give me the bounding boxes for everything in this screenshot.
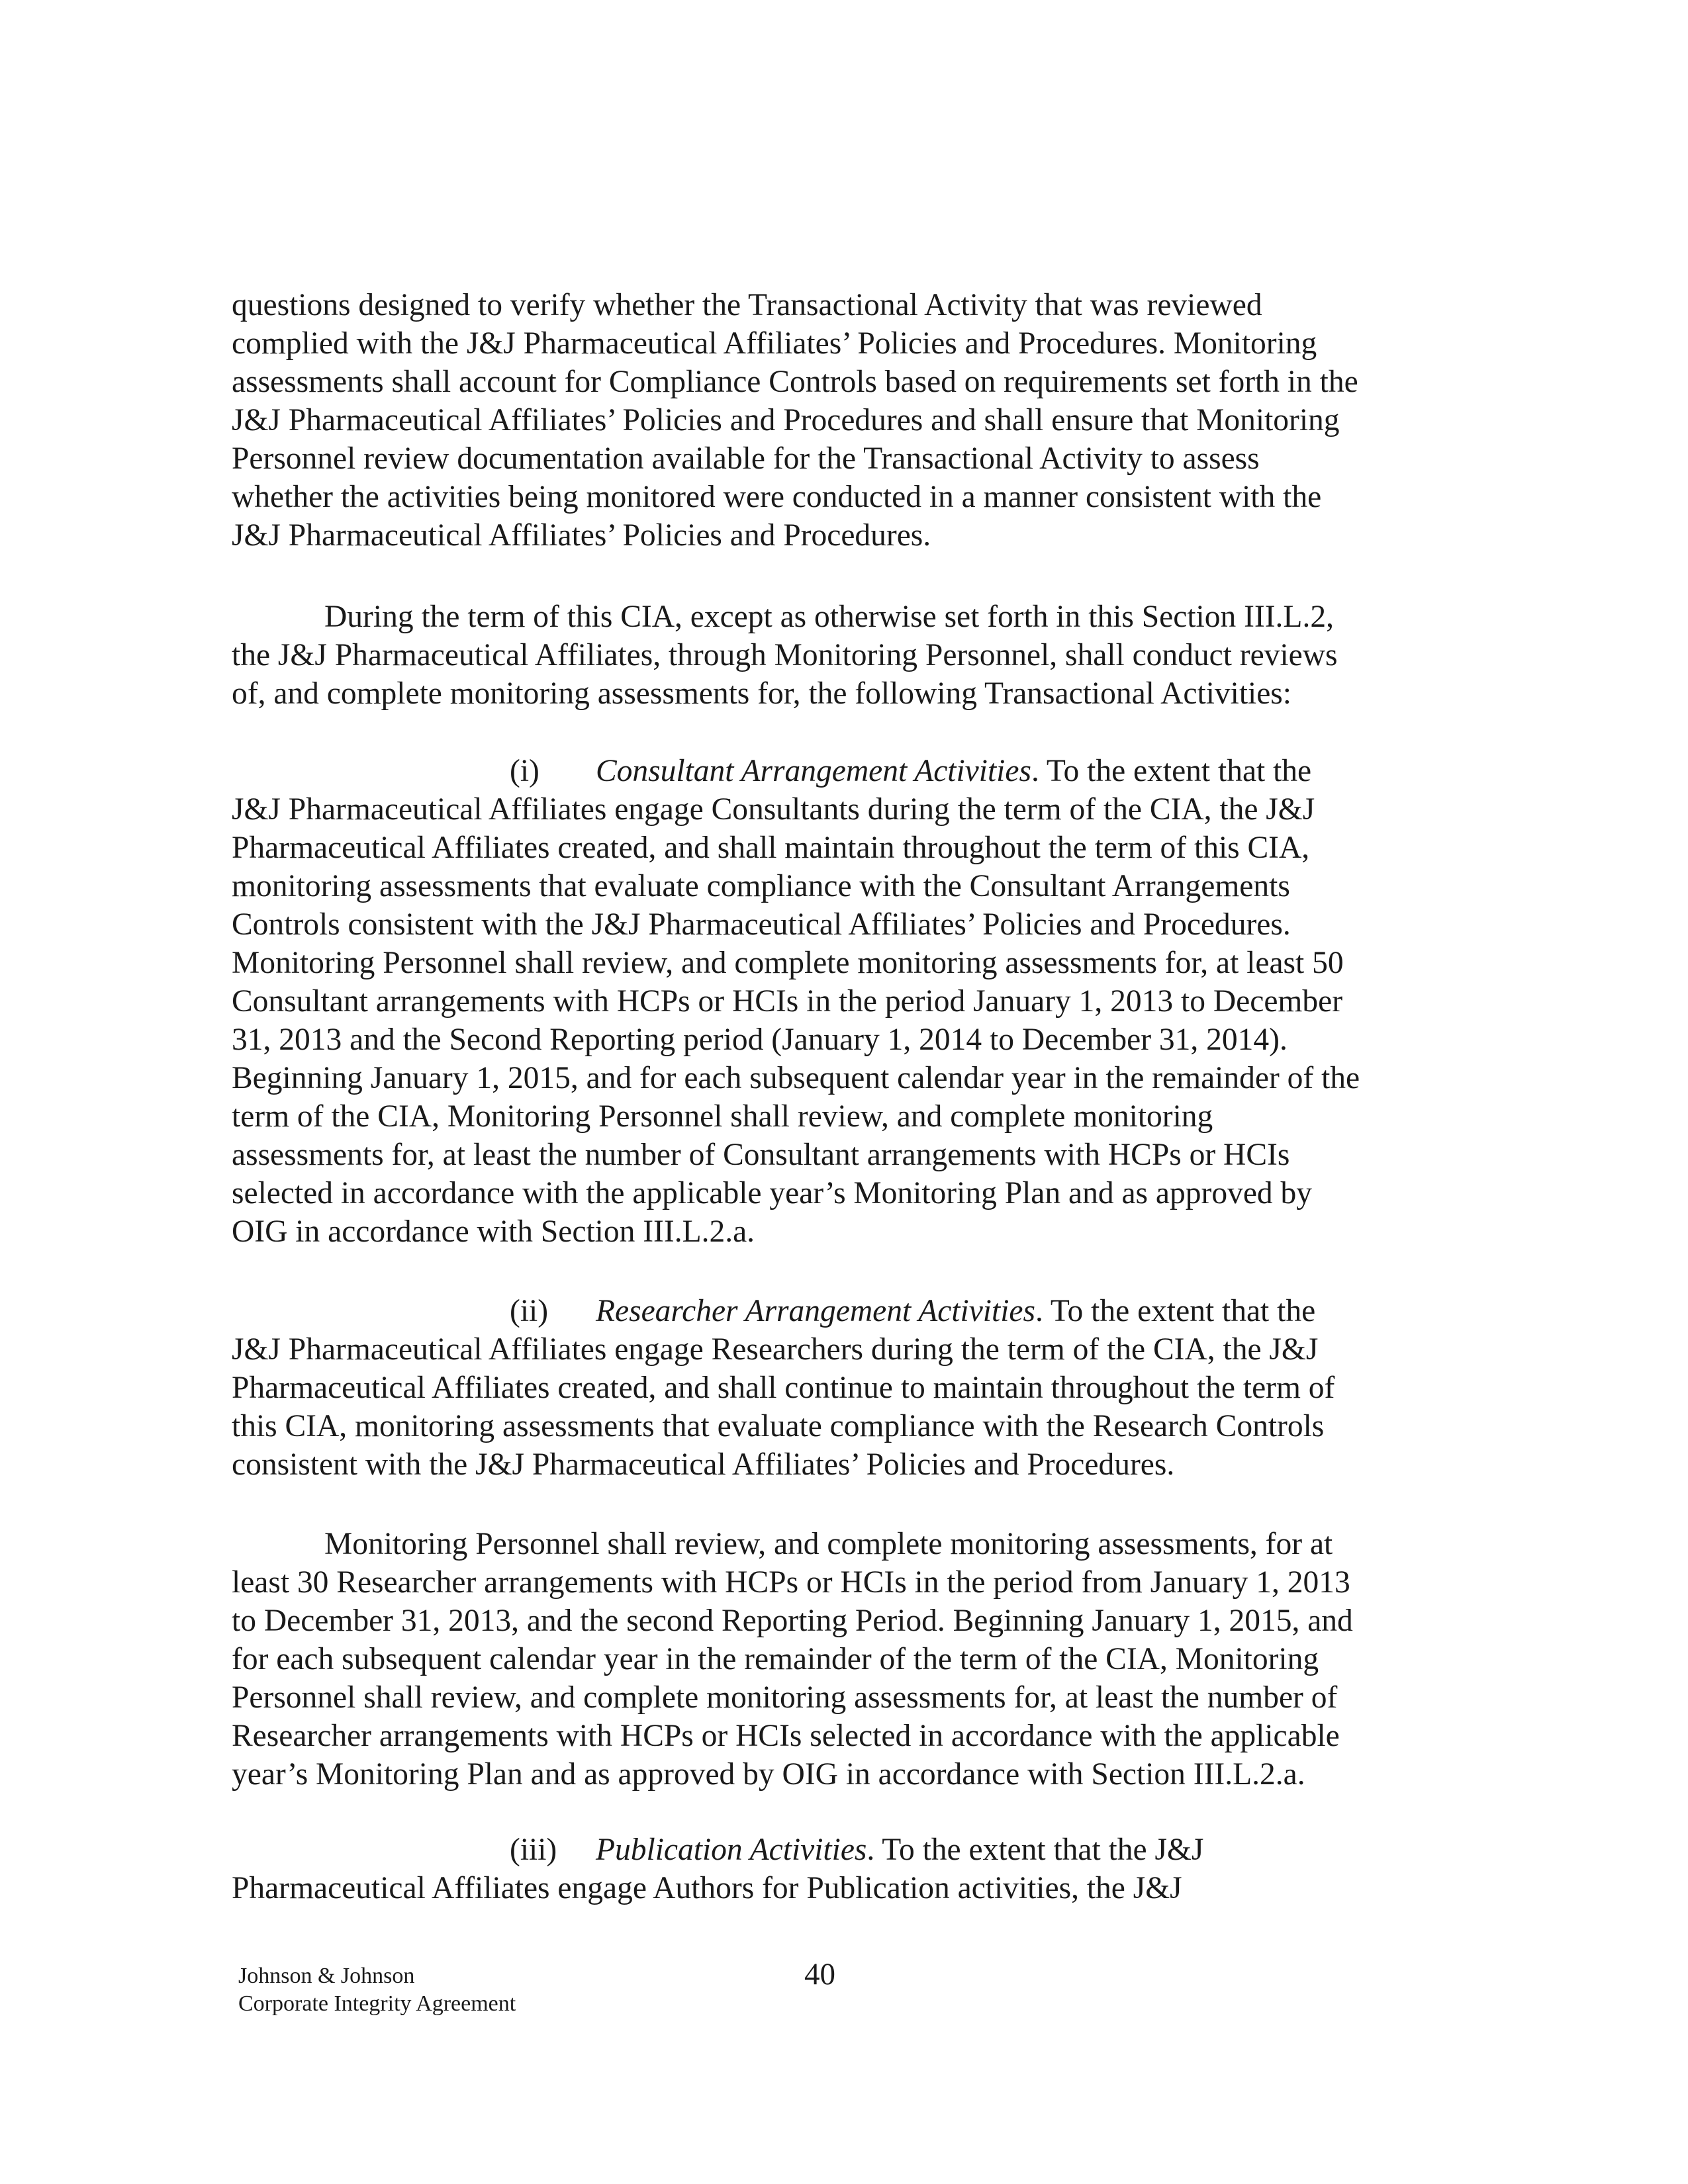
- paragraph-5: [232, 1525, 1443, 1794]
- text-line: this CIA, monitoring assessments that evaluate compliance with the Research Controls: [232, 1409, 1325, 1443]
- subsection-heading-line: [232, 752, 1443, 790]
- text-line: questions designed to verify whether the Transactional Activity that was reviewed: [232, 288, 1262, 322]
- text-line: Pharmaceutical Affiliates created, and shall continue to maintain throughout the term of: [232, 1371, 1335, 1405]
- text-line: Consultant arrangements with HCPs or HCIs in the period January 1, 2013 to December: [232, 984, 1343, 1019]
- footer-company: Johnson & Johnson: [238, 1964, 415, 1988]
- text-line: Monitoring Personnel shall review, and complete monitoring assessments for, at least 50: [232, 946, 1344, 980]
- page-number: 40: [804, 1957, 835, 1991]
- text-line: monitoring assessments that evaluate compliance with the Consultant Arrangements: [232, 869, 1290, 903]
- text-line: selected in accordance with the applicable year’s Monitoring Plan and as approved by: [232, 1176, 1313, 1210]
- subsection-marker: (iii): [510, 1833, 557, 1867]
- subsection-heading-line: [232, 1831, 1443, 1869]
- text-line: of, and complete monitoring assessments for, the following Transactional Activities:: [232, 676, 1291, 711]
- text-line: Controls consistent with the J&J Pharmaceutical Affiliates’ Policies and Procedures.: [232, 907, 1291, 942]
- text-line: OIG in accordance with Section III.L.2.a.: [232, 1214, 755, 1249]
- text-line: Personnel review documentation available for the Transactional Activity to assess: [232, 441, 1260, 476]
- subsection-marker: (ii): [510, 1294, 549, 1328]
- text-line: J&J Pharmaceutical Affiliates’ Policies and Procedures and shall ensure that Monitoring: [232, 403, 1340, 437]
- footer-document-id: [238, 1962, 516, 2018]
- subsection-marker: (i): [510, 754, 539, 788]
- text-line: Researcher arrangements with HCPs or HCIs selected in accordance with the applicable: [232, 1719, 1340, 1753]
- text-line: Personnel shall review, and complete monitoring assessments for, at least the number of: [232, 1680, 1338, 1715]
- text-line: to December 31, 2013, and the second Reporting Period. Beginning January 1, 2015, and: [232, 1604, 1353, 1638]
- text-line: Pharmaceutical Affiliates engage Authors for Publication activities, the J&J: [232, 1871, 1182, 1905]
- text-line: assessments for, at least the number of Consultant arrangements with HCPs or HCIs: [232, 1138, 1290, 1172]
- footer-document-title: Corporate Integrity Agreement: [238, 1991, 516, 2016]
- text-fragment: . To the extent that the: [1031, 754, 1312, 788]
- text-line: Beginning January 1, 2015, and for each subsequent calendar year in the remainder of the: [232, 1061, 1360, 1095]
- paragraph-researcher-arrangements: [232, 1292, 1443, 1484]
- text-line: for each subsequent calendar year in the remainder of the term of the CIA, Monitoring: [232, 1642, 1319, 1676]
- text-line: whether the activities being monitored were conducted in a manner consistent with the: [232, 480, 1322, 514]
- text-line: assessments shall account for Compliance Controls based on requirements set forth in the: [232, 365, 1358, 399]
- text-line: J&J Pharmaceutical Affiliates’ Policies and Procedures.: [232, 518, 931, 553]
- paragraph-1: [232, 286, 1443, 555]
- subsection-heading-line: [232, 1292, 1443, 1330]
- text-line: the J&J Pharmaceutical Affiliates, through Monitoring Personnel, shall conduct reviews: [232, 638, 1338, 672]
- text-line: J&J Pharmaceutical Affiliates engage Consultants during the term of the CIA, the J&J: [232, 792, 1315, 827]
- text-line: 31, 2013 and the Second Reporting period (January 1, 2014 to December 31, 2014).: [232, 1023, 1288, 1057]
- text-line: During the term of this CIA, except as otherwise set forth in this Section III.L.2,: [324, 600, 1334, 634]
- paragraph-publication-activities: [232, 1831, 1443, 1907]
- text-line: complied with the J&J Pharmaceutical Affiliates’ Policies and Procedures. Monitoring: [232, 326, 1317, 361]
- text-fragment: . To the extent that the J&J: [867, 1833, 1204, 1867]
- subsection-heading: Publication Activities: [596, 1833, 867, 1867]
- text-fragment: . To the extent that the: [1035, 1294, 1316, 1328]
- subsection-heading: Consultant Arrangement Activities: [596, 754, 1031, 788]
- text-line: term of the CIA, Monitoring Personnel shall review, and complete monitoring: [232, 1099, 1213, 1134]
- subsection-heading: Researcher Arrangement Activities: [596, 1294, 1035, 1328]
- paragraph-consultant-arrangements: [232, 752, 1443, 1251]
- text-line: least 30 Researcher arrangements with HCPs or HCIs in the period from January 1, 2013: [232, 1565, 1350, 1600]
- text-line: J&J Pharmaceutical Affiliates engage Researchers during the term of the CIA, the J&J: [232, 1332, 1319, 1367]
- text-line: year’s Monitoring Plan and as approved by OIG in accordance with Section III.L.2.a.: [232, 1757, 1305, 1792]
- paragraph-2: [232, 598, 1443, 713]
- text-line: consistent with the J&J Pharmaceutical Affiliates’ Policies and Procedures.: [232, 1447, 1175, 1482]
- text-line: Monitoring Personnel shall review, and complete monitoring assessments, for at: [324, 1527, 1333, 1561]
- text-line: Pharmaceutical Affiliates created, and shall maintain throughout the term of this CIA,: [232, 831, 1310, 865]
